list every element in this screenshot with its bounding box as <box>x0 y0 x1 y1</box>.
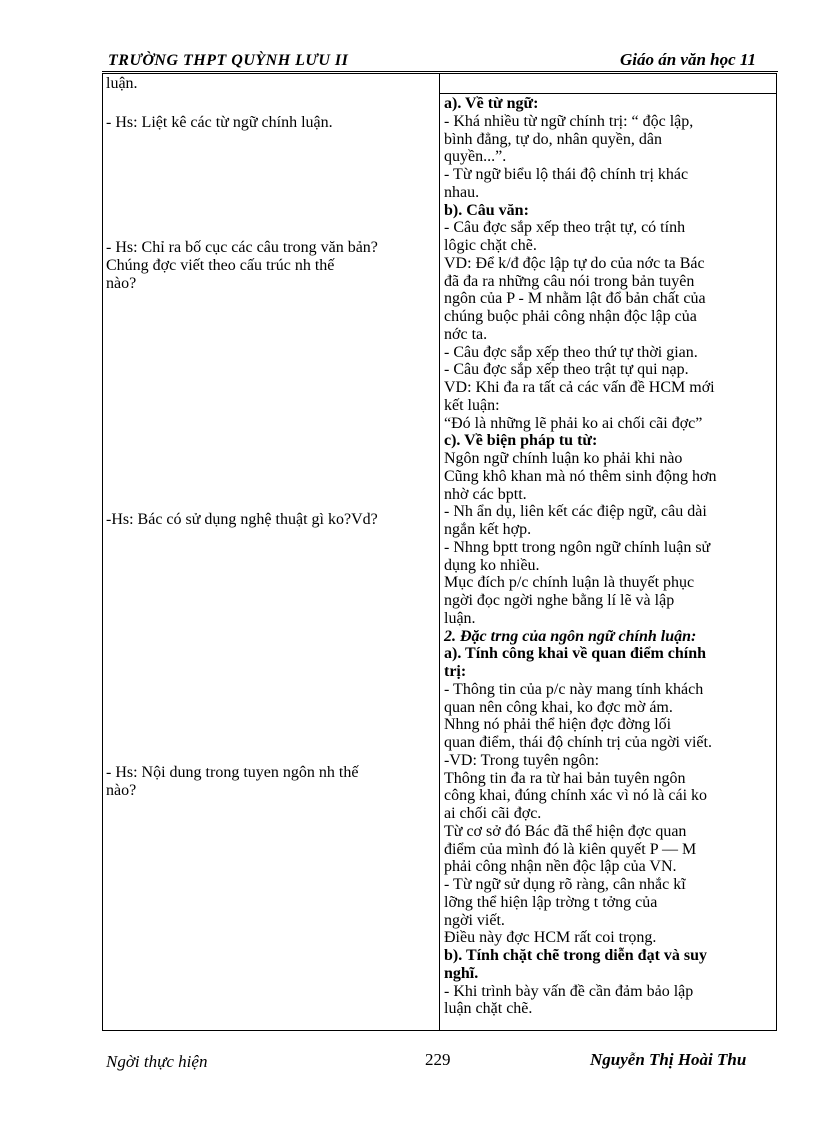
right-line: Mục đích p/c chính luận là thuyết phục <box>444 574 695 592</box>
right-line: b). Câu văn: <box>444 201 529 219</box>
right-line: a). Về từ ngữ: <box>444 95 539 112</box>
right-line: Điều này đợc HCM rất coi trọng. <box>444 929 657 947</box>
footer-author: Nguyễn Thị Hoài Thu <box>590 1050 747 1069</box>
right-line: Cũng khô khan mà nó thêm sinh động hơn <box>444 467 717 485</box>
right-line: - Câu đợc sắp xếp theo thứ tự thời gian. <box>444 343 698 361</box>
right-line: kết luận: <box>444 396 500 414</box>
right-line: - Khá nhiều từ ngữ chính trị: “ độc lập, <box>444 112 694 130</box>
right-line: a). Tính công khai về quan điểm chính <box>444 645 707 663</box>
right-line: trị: <box>444 663 467 680</box>
right-line: - Từ ngữ biểu lộ thái độ chính trị khác <box>444 166 689 183</box>
right-line: luận. <box>444 609 476 627</box>
left-question-4-line1: - Hs: Nội dung trong tuyen ngôn nh thế <box>106 764 359 781</box>
right-line: nhờ các bptt. <box>444 485 527 503</box>
left-question-1: - Hs: Liệt kê các từ ngữ chính luận. <box>106 114 333 131</box>
right-line: ngời viết. <box>444 911 505 929</box>
header-school: TRƯỜNG THPT QUỲNH LƯU II <box>108 52 349 69</box>
right-line: điểm của mình đó là kiên quyết P — M <box>444 840 697 858</box>
left-question-2-line3: nào? <box>106 275 137 292</box>
right-line: nhau. <box>444 183 480 201</box>
right-line: ngắn kết hợp. <box>444 521 532 538</box>
right-line: đã đa ra những câu nói trong bản tuyên <box>444 272 695 290</box>
right-line: b). Tính chặt chẽ trong diễn đạt và suy <box>444 947 708 964</box>
right-line: ai chối cãi đợc. <box>444 805 542 822</box>
right-line: quan điểm, thái độ chính trị của ngời viết. <box>444 734 712 751</box>
lesson-table <box>102 73 777 1031</box>
right-line: 2. Đặc trng của ngôn ngữ chính luận: <box>444 627 697 645</box>
header-rule <box>102 71 778 72</box>
right-line: Từ cơ sở đó Bác đã thể hiện đợc quan <box>444 822 687 840</box>
row-divider <box>439 93 776 94</box>
right-line: VD: Để k/đ độc lập tự do của nớc ta Bác <box>444 254 705 272</box>
right-line: - Thông tin của p/c này mang tính khách <box>444 680 704 698</box>
right-line: dụng ko nhiều. <box>444 556 540 574</box>
right-line: “Đó là những lẽ phải ko ai chối cãi đợc” <box>444 414 703 432</box>
right-line: Nhng nó phải thể hiện đợc đờng lối <box>444 716 672 734</box>
right-line: quyền...”. <box>444 148 507 166</box>
right-line: bình đẳng, tự do, nhân quyền, dân <box>444 130 662 148</box>
right-line: lỡng thể hiện lập trờng t tởng của <box>444 893 658 911</box>
left-question-3: -Hs: Bác có sử dụng nghệ thuật gì ko?Vd? <box>106 511 378 528</box>
column-divider <box>439 74 440 1030</box>
left-question-4-line2: nào? <box>106 782 137 799</box>
right-line: -VD: Trong tuyên ngôn: <box>444 751 600 769</box>
right-line: chúng buộc phải công nhận độc lập của <box>444 308 697 325</box>
header-subject: Giáo án văn học 11 <box>619 50 756 69</box>
right-line: Ngôn ngữ chính luận ko phải khi nào <box>444 450 683 467</box>
right-line: quan nên công khai, ko đợc mờ ám. <box>444 698 673 716</box>
right-line: luận chặt chẽ. <box>444 1000 533 1018</box>
right-line: ngời đọc ngời nghe bằng lí lẽ và lập <box>444 592 675 609</box>
right-line: VD: Khi đa ra tất cả các vấn đề HCM mới <box>444 379 715 396</box>
left-question-2-line1: - Hs: Chỉ ra bố cục các câu trong văn bản? <box>106 239 378 256</box>
right-line: lôgic chặt chẽ. <box>444 237 537 254</box>
right-line: - Câu đợc sắp xếp theo trật tự qui nạp. <box>444 361 689 379</box>
right-line: c). Về biện pháp tu từ: <box>444 432 598 450</box>
right-line: - Nhng bptt trong ngôn ngữ chính luận sử <box>444 538 711 556</box>
right-line: - Câu đợc sắp xếp theo trật tự, có tính <box>444 219 686 237</box>
page-number: 229 <box>425 1050 451 1069</box>
right-line: phải công nhận nền độc lập của VN. <box>444 858 677 876</box>
left-question-2-line2: Chúng đợc viết theo cấu trúc nh thế <box>106 257 335 274</box>
right-line: - Khi trình bày vấn đề cần đảm bảo lập <box>444 982 694 1000</box>
right-line: ngôn của P - M nhằm lật đổ bản chất của <box>444 290 706 308</box>
right-line: công khai, đúng chính xác vì nó là cái ko <box>444 787 708 805</box>
right-line: - Từ ngữ sử dụng rõ ràng, cân nhắc kĩ <box>444 876 686 893</box>
right-line: - Nh ẩn dụ, liên kết các điệp ngữ, câu dài <box>444 503 707 521</box>
right-line: nghĩ. <box>444 964 479 982</box>
right-line: nớc ta. <box>444 325 488 343</box>
footer-performer: Ngời thực hiện <box>106 1052 208 1071</box>
right-line: Thông tin đa ra từ hai bản tuyên ngôn <box>444 769 686 787</box>
left-luan: luận. <box>106 75 138 92</box>
